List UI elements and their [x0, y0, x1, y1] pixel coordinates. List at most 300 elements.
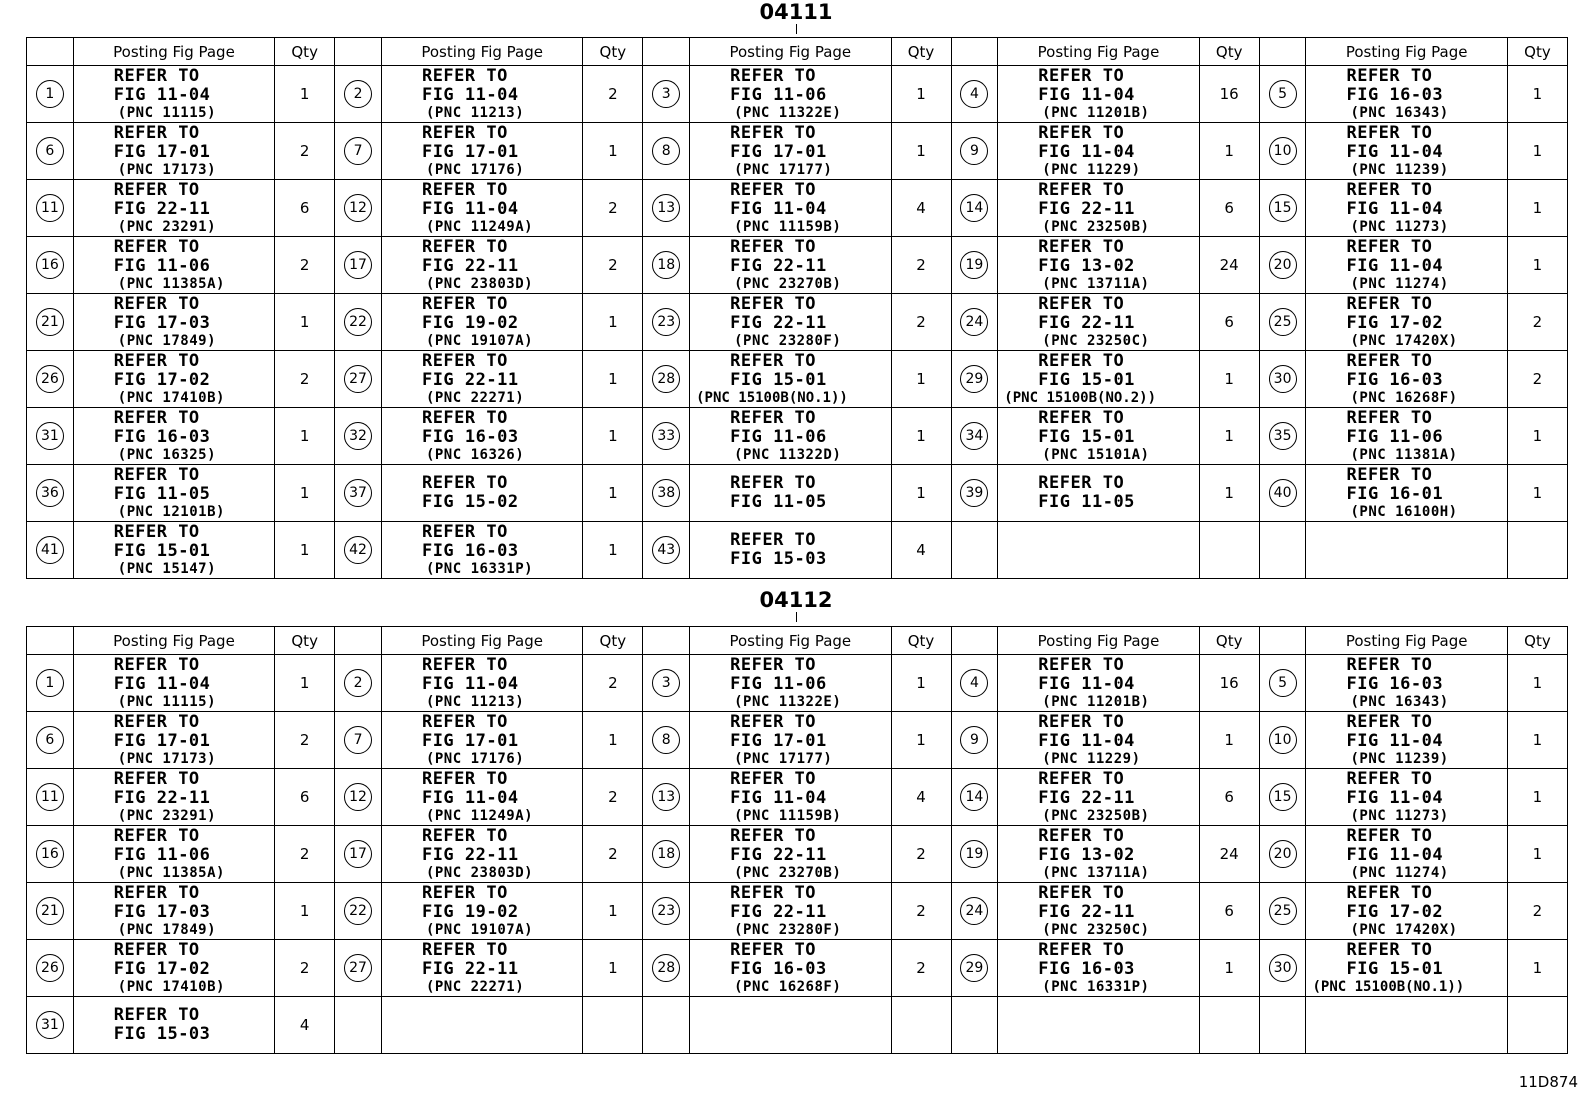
pnc-text: (PNC 11381A): [1350, 447, 1458, 463]
item-number-cell: [643, 351, 690, 408]
refer-to-text: REFER TO: [421, 826, 508, 846]
qty-cell: 1: [891, 712, 951, 769]
table-row: [27, 655, 1568, 712]
pnc-text: (PNC 11273): [1350, 808, 1449, 824]
pnc-text: (PNC 22271): [425, 390, 525, 406]
fig-page-text: FIG 17-01: [421, 731, 519, 751]
pnc-text: (PNC 11201B): [1042, 105, 1150, 121]
item-number-badge: 18: [652, 251, 680, 279]
refer-to-text: REFER TO: [1038, 769, 1125, 789]
item-number-cell: [27, 180, 74, 237]
item-number-cell: [335, 180, 382, 237]
fig-page-text: FIG 22-11: [421, 959, 519, 979]
refer-to-text: REFER TO: [730, 883, 817, 903]
item-number-cell: [27, 997, 74, 1054]
fig-page-text: FIG 16-03: [730, 959, 827, 979]
item-number-cell: [951, 883, 998, 940]
refer-to-text: REFER TO: [113, 465, 200, 485]
posting-ref-cell: [1306, 712, 1507, 769]
item-number-cell: [1259, 66, 1306, 123]
header-posting-fig-page: Posting Fig Page: [381, 38, 582, 66]
item-number-cell: [951, 237, 998, 294]
refer-to-text: REFER TO: [421, 473, 508, 493]
item-number-cell: [643, 769, 690, 826]
fig-page-text: FIG 16-03: [1346, 85, 1444, 105]
fig-page-text: FIG 22-11: [730, 313, 827, 333]
qty-cell: 16: [1199, 66, 1259, 123]
pnc-text: (PNC 17410B): [117, 979, 225, 995]
pnc-text: (PNC 23270B): [734, 865, 842, 881]
refer-to-text: REFER TO: [113, 883, 200, 903]
item-number-badge: 2: [344, 80, 372, 108]
pnc-text: (PNC 11239): [1350, 162, 1449, 178]
item-number-cell: [1259, 408, 1306, 465]
pnc-text: (PNC 13711A): [1042, 276, 1150, 292]
refer-to-text: REFER TO: [730, 712, 817, 732]
item-number-cell: [643, 237, 690, 294]
item-number-cell: [335, 465, 382, 522]
posting-ref-cell: [381, 237, 582, 294]
header-posting-fig-page: Posting Fig Page: [690, 627, 891, 655]
item-number-badge: 33: [652, 422, 680, 450]
item-number-cell: [951, 465, 998, 522]
item-number-badge: 9: [960, 137, 988, 165]
posting-ref-cell: [1306, 522, 1507, 579]
item-number-badge: 36: [36, 479, 64, 507]
refer-to-text: REFER TO: [1346, 465, 1433, 485]
item-number-badge: 11: [36, 194, 64, 222]
item-number-badge: 19: [960, 251, 988, 279]
refer-to-text: REFER TO: [730, 826, 817, 846]
header-posting-fig-page: Posting Fig Page: [998, 38, 1199, 66]
item-number-badge: 14: [960, 194, 988, 222]
item-number-cell: [643, 66, 690, 123]
item-number-cell: [335, 123, 382, 180]
posting-ref-cell: [690, 712, 891, 769]
posting-ref-cell: [73, 351, 274, 408]
qty-cell: 1: [891, 655, 951, 712]
qty-cell: 1: [1507, 123, 1567, 180]
fig-page-text: FIG 15-03: [730, 549, 827, 569]
posting-ref-cell: [998, 826, 1199, 883]
leader-line: [796, 24, 797, 34]
refer-to-text: REFER TO: [1038, 180, 1125, 200]
qty-cell: 1: [891, 408, 951, 465]
posting-ref-cell: [1306, 769, 1507, 826]
qty-cell: 1: [583, 123, 643, 180]
posting-ref-cell: [998, 294, 1199, 351]
posting-ref-cell: [998, 522, 1199, 579]
refer-to-text: REFER TO: [1346, 123, 1433, 143]
item-number-cell: [335, 826, 382, 883]
item-number-badge: 29: [960, 954, 988, 982]
header-blank: [643, 38, 690, 66]
refer-to-text: REFER TO: [730, 66, 817, 86]
fig-page-text: FIG 17-02: [113, 370, 211, 390]
refer-to-text: REFER TO: [1038, 883, 1125, 903]
qty-cell: 2: [275, 712, 335, 769]
refer-to-text: REFER TO: [1346, 66, 1433, 86]
qty-cell: 1: [891, 351, 951, 408]
posting-ref-cell: [1306, 940, 1507, 997]
posting-ref-cell: [73, 180, 274, 237]
refer-to-text: REFER TO: [1346, 712, 1433, 732]
item-number-cell: [1259, 940, 1306, 997]
qty-cell: 1: [583, 351, 643, 408]
qty-cell: 2: [275, 940, 335, 997]
posting-ref-cell: [998, 655, 1199, 712]
pnc-text: (PNC 11249A): [425, 808, 534, 824]
posting-ref-cell: [381, 940, 582, 997]
pnc-text: (PNC 16343): [1350, 694, 1449, 710]
item-number-cell: [27, 655, 74, 712]
posting-ref-cell: [1306, 883, 1507, 940]
fig-page-text: FIG 11-04: [1038, 674, 1135, 694]
posting-ref-cell: [690, 997, 891, 1054]
header-posting-fig-page: Posting Fig Page: [1306, 38, 1507, 66]
item-number-cell: [27, 940, 74, 997]
pnc-text: (PNC 11322D): [734, 447, 842, 463]
item-number-badge: 22: [344, 897, 372, 925]
pnc-text: (PNC 11213): [425, 105, 525, 121]
qty-cell: 1: [891, 66, 951, 123]
refer-to-text: REFER TO: [730, 351, 817, 371]
item-number-cell: [1259, 351, 1306, 408]
item-number-cell: [643, 655, 690, 712]
item-number-cell: [335, 237, 382, 294]
pnc-text: (PNC 11274): [1350, 865, 1449, 881]
fig-page-text: FIG 17-01: [730, 731, 827, 751]
pnc-text: (PNC 15101A): [1042, 447, 1150, 463]
table-row: [27, 940, 1568, 997]
fig-page-text: FIG 15-01: [1038, 427, 1135, 447]
item-number-cell: [1259, 769, 1306, 826]
parts-table-04111: [26, 37, 1568, 579]
qty-cell: 4: [891, 769, 951, 826]
refer-to-text: REFER TO: [113, 237, 200, 257]
item-number-badge: 6: [36, 137, 64, 165]
pnc-text: (PNC 23803D): [425, 865, 534, 881]
fig-page-text: FIG 17-02: [1346, 313, 1444, 333]
fig-page-text: FIG 13-02: [1038, 256, 1135, 276]
pnc-text: (PNC 11249A): [425, 219, 534, 235]
table-row: [27, 408, 1568, 465]
posting-ref-cell: [998, 997, 1199, 1054]
pnc-text: (PNC 23803D): [425, 276, 534, 292]
item-number-cell: [643, 408, 690, 465]
refer-to-text: REFER TO: [1346, 294, 1433, 314]
fig-page-text: FIG 22-11: [1038, 902, 1135, 922]
fig-page-text: FIG 19-02: [421, 313, 519, 333]
qty-cell: 1: [1507, 712, 1567, 769]
qty-cell: [583, 997, 643, 1054]
qty-cell: 2: [583, 655, 643, 712]
item-number-cell: [951, 408, 998, 465]
table-row: [27, 997, 1568, 1054]
posting-ref-cell: [998, 408, 1199, 465]
posting-ref-cell: [690, 180, 891, 237]
item-number-cell: [951, 655, 998, 712]
posting-ref-cell: [690, 465, 891, 522]
pnc-text: (PNC 17177): [734, 162, 833, 178]
section-label-04111: [0, 0, 1592, 24]
qty-cell: 2: [583, 769, 643, 826]
fig-page-text: FIG 22-11: [730, 845, 827, 865]
item-number-badge: 7: [344, 137, 372, 165]
refer-to-text: REFER TO: [421, 123, 508, 143]
posting-ref-cell: [998, 712, 1199, 769]
pnc-text: (PNC 11115): [117, 694, 216, 710]
refer-to-text: REFER TO: [113, 769, 200, 789]
fig-page-text: FIG 22-11: [1038, 313, 1135, 333]
table-row: [27, 826, 1568, 883]
fig-page-text: FIG 11-04: [421, 788, 519, 808]
item-number-badge: 16: [36, 251, 64, 279]
qty-cell: 6: [1199, 769, 1259, 826]
qty-cell: 1: [275, 294, 335, 351]
pnc-text: (PNC 16326): [425, 447, 525, 463]
item-number-cell: [1259, 465, 1306, 522]
posting-ref-cell: [73, 940, 274, 997]
item-number-badge: 1: [36, 669, 64, 697]
pnc-text: (PNC 23280F): [734, 333, 842, 349]
posting-ref-cell: [73, 883, 274, 940]
header-qty: Qty: [1199, 38, 1259, 66]
item-number-badge: 41: [36, 536, 64, 564]
item-number-badge: 12: [344, 194, 372, 222]
posting-ref-cell: [690, 351, 891, 408]
item-number-badge: 27: [344, 954, 372, 982]
posting-ref-cell: [1306, 465, 1507, 522]
fig-page-text: FIG 15-02: [421, 492, 519, 512]
posting-ref-cell: [690, 123, 891, 180]
item-number-badge: 11: [36, 783, 64, 811]
fig-page-text: FIG 17-01: [421, 142, 519, 162]
posting-ref-cell: [73, 408, 274, 465]
item-number-badge: 3: [652, 669, 680, 697]
posting-ref-cell: [381, 123, 582, 180]
table-row: [27, 883, 1568, 940]
item-number-badge: 15: [1269, 783, 1297, 811]
item-number-badge: 40: [1269, 479, 1297, 507]
fig-page-text: FIG 22-11: [421, 845, 519, 865]
table-row: [27, 769, 1568, 826]
fig-page-text: FIG 22-11: [113, 199, 211, 219]
fig-page-text: FIG 11-05: [730, 492, 827, 512]
qty-cell: 1: [275, 465, 335, 522]
parts-table-04112: [26, 626, 1568, 1054]
pnc-text: (PNC 15100B(NO.2)): [1004, 390, 1157, 406]
item-number-badge: 37: [344, 479, 372, 507]
refer-to-text: REFER TO: [730, 180, 817, 200]
item-number-badge: 8: [652, 726, 680, 754]
item-number-cell: [27, 66, 74, 123]
fig-page-text: FIG 13-02: [1038, 845, 1135, 865]
refer-to-text: REFER TO: [1038, 940, 1125, 960]
item-number-cell: [643, 940, 690, 997]
fig-page-text: FIG 11-06: [113, 845, 211, 865]
qty-cell: [1199, 522, 1259, 579]
pnc-text: (PNC 16325): [117, 447, 216, 463]
posting-ref-cell: [73, 997, 274, 1054]
fig-page-text: FIG 17-01: [113, 142, 211, 162]
refer-to-text: REFER TO: [113, 655, 200, 675]
header-blank: [951, 627, 998, 655]
refer-to-text: REFER TO: [730, 940, 817, 960]
table-row: [27, 294, 1568, 351]
item-number-badge: 34: [960, 422, 988, 450]
posting-ref-cell: [381, 522, 582, 579]
refer-to-text: REFER TO: [421, 522, 508, 542]
item-number-badge: 31: [36, 422, 64, 450]
item-number-badge: 16: [36, 840, 64, 868]
posting-ref-cell: [381, 351, 582, 408]
fig-page-text: FIG 11-04: [421, 199, 519, 219]
posting-ref-cell: [1306, 180, 1507, 237]
fig-page-text: FIG 11-06: [113, 256, 211, 276]
qty-cell: 1: [1199, 940, 1259, 997]
item-number-badge: 26: [36, 365, 64, 393]
item-number-cell: [335, 712, 382, 769]
item-number-cell: [27, 712, 74, 769]
refer-to-text: REFER TO: [421, 66, 508, 86]
table-row: [27, 351, 1568, 408]
qty-cell: 1: [1507, 826, 1567, 883]
fig-page-text: FIG 11-04: [1038, 85, 1135, 105]
refer-to-text: REFER TO: [730, 294, 817, 314]
item-number-badge: 5: [1269, 669, 1297, 697]
item-number-badge: 5: [1269, 80, 1297, 108]
fig-page-text: FIG 17-03: [113, 313, 211, 333]
refer-to-text: REFER TO: [113, 123, 200, 143]
fig-page-text: FIG 22-11: [113, 788, 211, 808]
item-number-badge: 42: [344, 536, 372, 564]
leader-line: [796, 612, 797, 622]
item-number-cell: [1259, 294, 1306, 351]
fig-page-text: FIG 11-04: [1038, 142, 1135, 162]
pnc-text: (PNC 11159B): [734, 808, 842, 824]
qty-cell: 2: [275, 826, 335, 883]
item-number-badge: 24: [960, 897, 988, 925]
fig-page-text: FIG 11-04: [1346, 845, 1444, 865]
refer-to-text: REFER TO: [1346, 883, 1433, 903]
header-posting-fig-page: Posting Fig Page: [690, 38, 891, 66]
item-number-badge: 28: [652, 954, 680, 982]
qty-cell: 6: [1199, 180, 1259, 237]
posting-ref-cell: [998, 123, 1199, 180]
refer-to-text: REFER TO: [421, 883, 508, 903]
item-number-cell: [27, 465, 74, 522]
pnc-text: (PNC 16331P): [1042, 979, 1150, 995]
posting-ref-cell: [998, 940, 1199, 997]
posting-ref-cell: [998, 180, 1199, 237]
pnc-text: (PNC 17176): [425, 162, 525, 178]
refer-to-text: REFER TO: [1038, 712, 1125, 732]
item-number-cell: [335, 940, 382, 997]
qty-cell: 2: [275, 237, 335, 294]
item-number-cell: [643, 522, 690, 579]
fig-page-text: FIG 22-11: [1038, 788, 1135, 808]
fig-page-text: FIG 15-01: [730, 370, 827, 390]
header-posting-fig-page: Posting Fig Page: [73, 38, 274, 66]
fig-page-text: FIG 11-05: [113, 484, 211, 504]
fig-page-text: FIG 17-02: [1346, 902, 1444, 922]
item-number-badge: 1: [36, 80, 64, 108]
qty-cell: 24: [1199, 826, 1259, 883]
pnc-text: (PNC 23291): [117, 219, 216, 235]
posting-ref-cell: [381, 997, 582, 1054]
fig-page-text: FIG 15-01: [113, 541, 211, 561]
qty-cell: 1: [1507, 180, 1567, 237]
pnc-text: (PNC 17420X): [1350, 333, 1458, 349]
refer-to-text: REFER TO: [1346, 180, 1433, 200]
fig-page-text: FIG 16-03: [113, 427, 211, 447]
item-number-cell: [1259, 883, 1306, 940]
qty-cell: 2: [891, 940, 951, 997]
item-number-cell: [951, 351, 998, 408]
refer-to-text: REFER TO: [421, 237, 508, 257]
qty-cell: 2: [891, 237, 951, 294]
qty-cell: 1: [275, 883, 335, 940]
item-number-cell: [1259, 997, 1306, 1054]
fig-page-text: FIG 15-01: [1038, 370, 1135, 390]
qty-cell: 1: [1199, 351, 1259, 408]
item-number-badge: 24: [960, 308, 988, 336]
item-number-cell: [951, 769, 998, 826]
refer-to-text: REFER TO: [1038, 123, 1125, 143]
posting-ref-cell: [998, 769, 1199, 826]
item-number-badge: 26: [36, 954, 64, 982]
fig-page-text: FIG 17-02: [113, 959, 211, 979]
pnc-text: (PNC 17173): [117, 162, 216, 178]
qty-cell: 1: [1507, 940, 1567, 997]
item-number-cell: [27, 883, 74, 940]
posting-ref-cell: [1306, 408, 1507, 465]
refer-to-text: REFER TO: [730, 530, 817, 550]
item-number-badge: 4: [960, 80, 988, 108]
refer-to-text: REFER TO: [113, 522, 200, 542]
posting-ref-cell: [998, 883, 1199, 940]
fig-page-text: FIG 16-03: [1346, 370, 1444, 390]
qty-cell: 2: [891, 294, 951, 351]
fig-page-text: FIG 11-06: [730, 85, 827, 105]
drawing-code: 11D874: [1518, 1073, 1578, 1091]
qty-cell: [1199, 997, 1259, 1054]
qty-cell: 1: [275, 655, 335, 712]
item-number-cell: [951, 997, 998, 1054]
item-number-badge: 32: [344, 422, 372, 450]
item-number-cell: [335, 655, 382, 712]
item-number-cell: [643, 997, 690, 1054]
refer-to-text: REFER TO: [421, 180, 508, 200]
qty-cell: 2: [583, 237, 643, 294]
refer-to-text: REFER TO: [113, 826, 200, 846]
refer-to-text: REFER TO: [1346, 826, 1433, 846]
header-posting-fig-page: Posting Fig Page: [381, 627, 582, 655]
posting-ref-cell: [690, 66, 891, 123]
posting-ref-cell: [73, 655, 274, 712]
qty-cell: 2: [275, 123, 335, 180]
pnc-text: (PNC 17420X): [1350, 922, 1458, 938]
posting-ref-cell: [381, 883, 582, 940]
item-number-badge: 27: [344, 365, 372, 393]
qty-cell: 1: [583, 294, 643, 351]
pnc-text: (PNC 17849): [117, 333, 216, 349]
item-number-badge: 13: [652, 783, 680, 811]
header-posting-fig-page: Posting Fig Page: [73, 627, 274, 655]
refer-to-text: REFER TO: [1038, 351, 1125, 371]
refer-to-text: REFER TO: [1346, 769, 1433, 789]
